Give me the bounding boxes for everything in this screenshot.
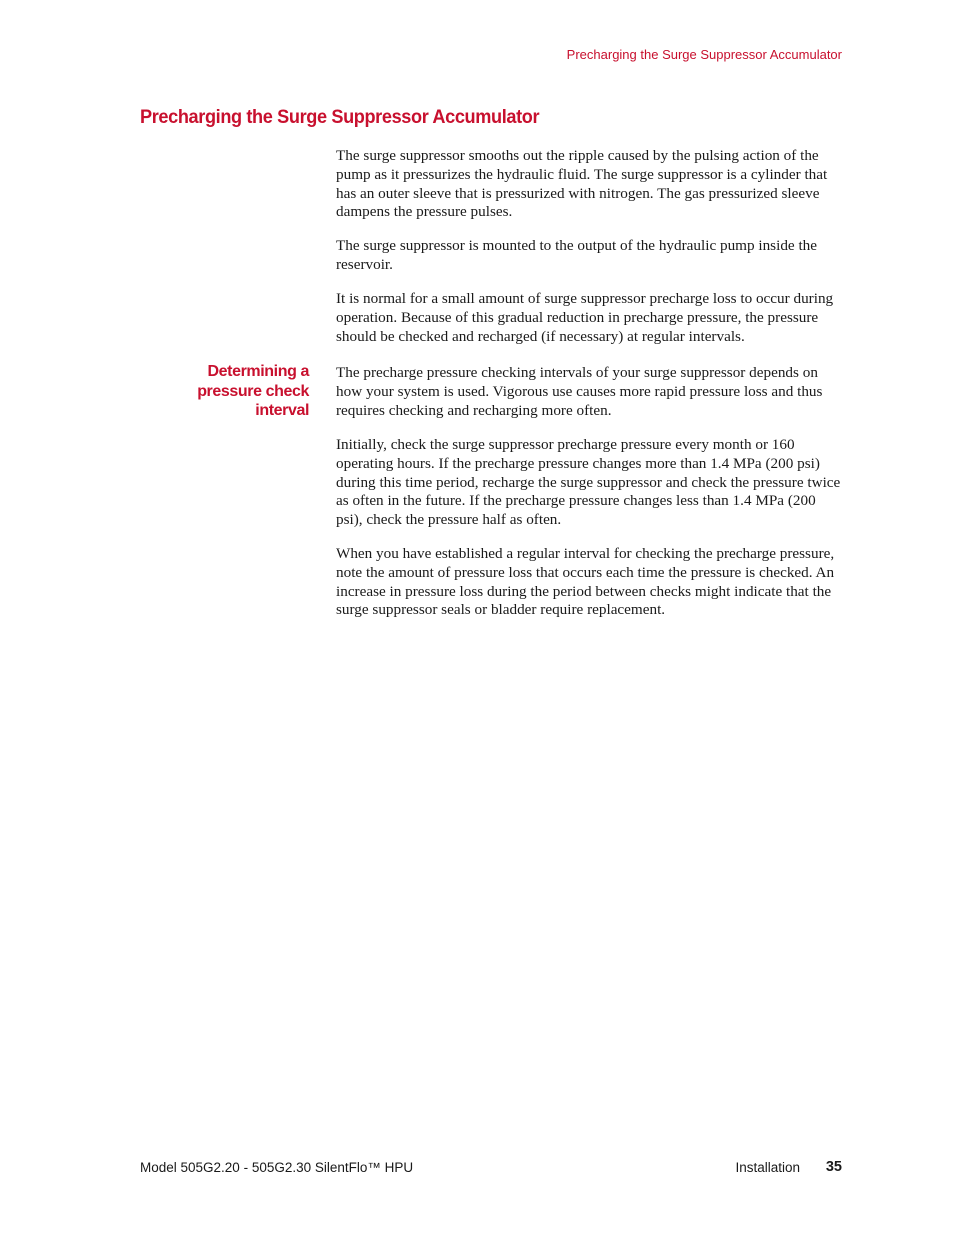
running-header: Precharging the Surge Suppressor Accumulator (566, 47, 842, 62)
subsection-title: Determining a pressure check interval (197, 363, 309, 419)
body-paragraph: The surge suppressor is mounted to the output of the hydraulic pump inside the reservoir. (336, 237, 818, 273)
page-number: 35 (825, 1159, 842, 1175)
body-paragraph: It is normal for a small amount of surge suppressor precharge loss to occur during operation. Because of this gradual reduction in precharge pressure, the pressure should be checked and recharged (if necessary) at regular intervals. (336, 290, 834, 345)
body-paragraph: Initially, check the surge suppressor precharge pressure every month or 160 operating hours. If the precharge pressure changes more than 1.4 MPa (200 psi) during this time period, recharge the surge suppressor and check the pressure twice as often in the future. If the precharge pressure changes less than 1.4 MPa (200 psi), check the pressure half as often. (336, 436, 841, 529)
footer-section-name: Installation (735, 1160, 800, 1175)
body-paragraph: When you have established a regular interval for checking the precharge pressure, note the amount of pressure loss that occurs each time the pressure is checked. An increase in pressure loss during the period between checks might indicate that the surge suppressor seals or bladder require replacement. (336, 545, 835, 619)
footer-document-title: Model 505G2.20 - 505G2.30 SilentFlo™ HPU (140, 1160, 414, 1175)
body-paragraph: The precharge pressure checking intervals of your surge suppressor depends on how your system is used. Vigorous use causes more rapid pressure loss and thus requires checking and recharging more often. (336, 364, 823, 419)
body-paragraph: The surge suppressor smooths out the ripple caused by the pulsing action of the pump as it pressurizes the hydraulic fluid. The surge suppressor is a cylinder that has an outer sleeve that is pressurized with nitrogen. The gas pressurized sleeve dampens the pressure pulses. (336, 147, 828, 221)
section-title: Precharging the Surge Suppressor Accumulator (140, 106, 540, 128)
